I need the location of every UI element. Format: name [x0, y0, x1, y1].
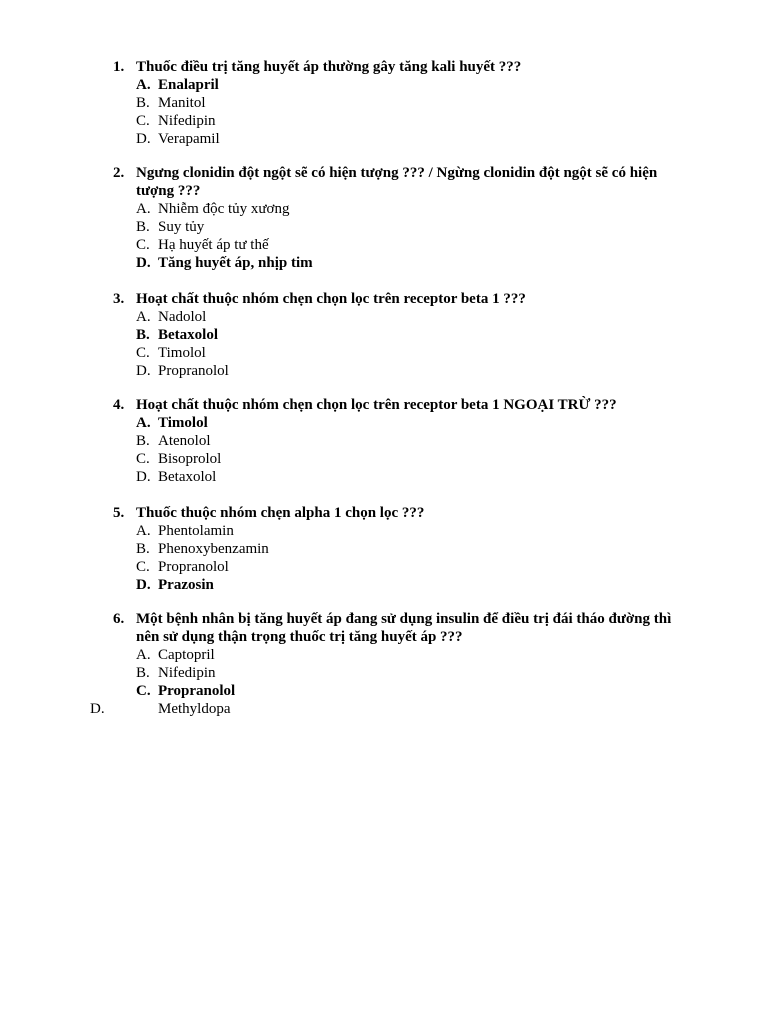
option-text: Nhiễm độc tủy xương — [158, 201, 290, 217]
option-text: Verapamil — [158, 131, 220, 147]
option-letter: A. — [136, 77, 151, 93]
question-number: 2. — [113, 165, 125, 181]
option-letter: C. — [136, 237, 150, 253]
option-letter: A. — [136, 647, 151, 663]
option-a — [0, 522, 768, 540]
option-text: Atenolol — [158, 433, 211, 449]
option-c — [0, 344, 768, 362]
option-text: Timolol — [158, 345, 206, 361]
option-a — [0, 646, 768, 664]
question-text: Ngưng clonidin đột ngột sẽ có hiện tượng ??? / Ngừng clonidin đột ngột sẽ có hiện tượng ??? — [136, 165, 658, 199]
option-text: Methyldopa — [158, 701, 231, 717]
option-letter: D. — [136, 363, 151, 379]
option-text: Prazosin — [158, 577, 214, 593]
question-number: 6. — [113, 611, 125, 627]
option-b — [0, 664, 768, 682]
question-number: 5. — [113, 505, 125, 521]
question-text: Thuốc điều trị tăng huyết áp thường gây tăng kali huyết ??? — [136, 59, 522, 75]
option-letter: A. — [136, 415, 151, 431]
option-text: Betaxolol — [158, 469, 217, 485]
option-text: Propranolol — [158, 683, 236, 699]
option-b — [0, 432, 768, 450]
option-a — [0, 76, 768, 94]
option-text: Captopril — [158, 647, 215, 663]
option-letter: A. — [136, 523, 151, 539]
option-letter: D. — [136, 469, 151, 485]
option-letter: D. — [136, 577, 151, 593]
option-text: Timolol — [158, 415, 208, 431]
option-letter: B. — [136, 95, 150, 111]
option-d — [0, 130, 768, 148]
option-letter: C. — [136, 345, 150, 361]
option-letter: C. — [136, 559, 150, 575]
option-text: Suy tủy — [158, 219, 205, 235]
option-d — [0, 362, 768, 380]
question-3 — [0, 290, 768, 380]
option-letter: B. — [136, 219, 150, 235]
option-d — [0, 468, 768, 486]
option-letter: C. — [136, 113, 150, 129]
question-text: Một bệnh nhân bị tăng huyết áp đang sử dụng insulin để điều trị đái tháo đường thì nên sử dụng thận trọng thuốc trị tăng huyết áp ??? — [136, 611, 672, 645]
option-d — [0, 576, 768, 594]
option-letter: D. — [90, 701, 105, 717]
option-letter: B. — [136, 541, 150, 557]
option-d — [0, 700, 768, 718]
option-text: Nadolol — [158, 309, 207, 325]
option-text: Betaxolol — [158, 327, 218, 343]
option-a — [0, 414, 768, 432]
option-c — [0, 558, 768, 576]
option-text: Bisoprolol — [158, 451, 222, 467]
option-text: Manitol — [158, 95, 206, 111]
option-letter: D. — [136, 255, 151, 271]
option-a — [0, 200, 768, 218]
option-letter: D. — [136, 131, 151, 147]
question-6 — [0, 610, 768, 718]
option-text: Nifedipin — [158, 113, 216, 129]
option-text: Nifedipin — [158, 665, 216, 681]
option-text: Propranolol — [158, 363, 229, 379]
question-text: Thuốc thuộc nhóm chẹn alpha 1 chọn lọc ??? — [136, 505, 425, 521]
option-text: Tăng huyết áp, nhịp tim — [158, 255, 313, 271]
question-1 — [0, 58, 768, 148]
option-text: Hạ huyết áp tư thế — [158, 237, 269, 253]
option-text: Phenoxybenzamin — [158, 541, 269, 557]
option-c — [0, 112, 768, 130]
question-text: Hoạt chất thuộc nhóm chẹn chọn lọc trên receptor beta 1 NGOẠI TRỪ ??? — [136, 397, 617, 413]
option-b — [0, 540, 768, 558]
option-text: Phentolamin — [158, 523, 234, 539]
option-letter: B. — [136, 665, 150, 681]
option-letter: B. — [136, 327, 150, 343]
question-4 — [0, 396, 768, 486]
option-text: Enalapril — [158, 77, 219, 93]
question-number: 4. — [113, 397, 125, 413]
option-c — [0, 236, 768, 254]
question-5 — [0, 504, 768, 594]
question-number: 1. — [113, 59, 125, 75]
option-d — [0, 254, 768, 272]
option-b — [0, 94, 768, 112]
option-c — [0, 682, 768, 700]
option-text: Propranolol — [158, 559, 229, 575]
question-text: Hoạt chất thuộc nhóm chẹn chọn lọc trên receptor beta 1 ??? — [136, 291, 526, 307]
option-letter: C. — [136, 683, 151, 699]
option-letter: A. — [136, 201, 151, 217]
question-2 — [0, 164, 768, 272]
option-b — [0, 326, 768, 344]
option-letter: C. — [136, 451, 150, 467]
option-letter: B. — [136, 433, 150, 449]
option-a — [0, 308, 768, 326]
option-b — [0, 218, 768, 236]
option-letter: A. — [136, 309, 151, 325]
question-number: 3. — [113, 291, 125, 307]
option-c — [0, 450, 768, 468]
